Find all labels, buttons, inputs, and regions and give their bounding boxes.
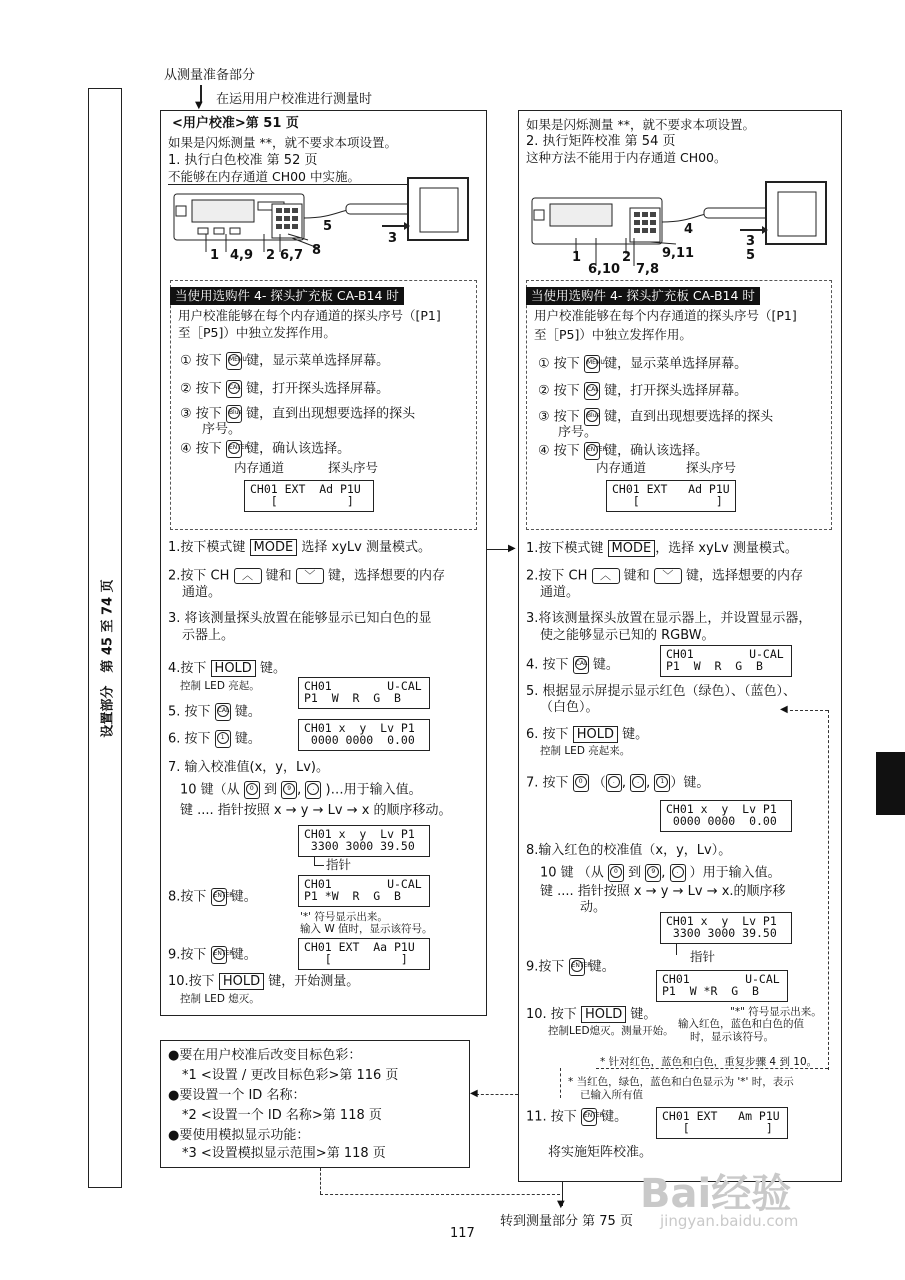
probe-step-3-text: 键，直到出现想要选择的探头 bbox=[246, 406, 416, 422]
mode-key-right[interactable]: MODE bbox=[608, 540, 656, 557]
probe-step-2-text: 键，打开探头选择屏幕。 bbox=[246, 381, 390, 397]
callout-1: 1 bbox=[210, 248, 220, 263]
r-step-4-text: 键。 bbox=[592, 657, 619, 673]
lcd-r-step-7: CH01 x y Lv P1 0000 0000 0.00 bbox=[660, 800, 792, 832]
probe-step-1-right: ① 按下 bbox=[538, 356, 580, 372]
repeat-loop-line bbox=[828, 710, 829, 1070]
side-label: 设置部分 第 45 至 74 页 bbox=[100, 579, 116, 738]
callout-8: 8 bbox=[312, 243, 322, 258]
probe-step-3-right: ③ 按下 bbox=[538, 409, 580, 425]
star-note-2: 输入 W 值时，显示该符号。 bbox=[300, 923, 433, 935]
bottom-dash-left bbox=[320, 1168, 321, 1194]
enter-key-icon[interactable]: ENTER bbox=[569, 958, 585, 976]
side-label-box bbox=[88, 88, 122, 1188]
green-dot-key-icon[interactable]: . bbox=[670, 864, 686, 882]
r-step-11-text: 键。 bbox=[601, 1109, 628, 1125]
r-step-5-cont: （白色）。 bbox=[540, 700, 599, 715]
ch-down-key-icon[interactable]: ﹀ bbox=[296, 568, 324, 584]
cal-key-icon[interactable]: CAL bbox=[584, 382, 600, 400]
memory-channel-label-right: 内存通道 bbox=[596, 460, 647, 475]
note-target-color-ref[interactable]: *1 <设置 / 更改目标色彩>第 116 页 bbox=[182, 1068, 399, 1083]
step-1-text: 选择 xyLv 测量模式。 bbox=[301, 540, 431, 555]
probe-step-2-right: ② 按下 bbox=[538, 383, 580, 399]
step-6-text: 键。 bbox=[234, 731, 261, 747]
callout-7-8-right: 7,8 bbox=[636, 262, 660, 277]
probe-banner: 当使用选购件 4- 探头扩充板 CA-B14 时 bbox=[170, 287, 404, 305]
callout-5-right: 5 bbox=[746, 248, 756, 263]
probe-step-4-right: ④ 按下 bbox=[538, 443, 580, 459]
r-star-explain-1: 输入红色，蓝色和白色的值 bbox=[678, 1018, 804, 1030]
note-analog-display-ref[interactable]: *3 <设置模拟显示范围>第 118 页 bbox=[182, 1146, 386, 1161]
lcd-r-step-4: CH01 U-CAL P1 W R G B bbox=[660, 645, 792, 677]
r-step-8-pointer-cont: 动。 bbox=[580, 900, 607, 915]
ch00-note-right: 这种方法不能用于内存通道 CH00。 bbox=[526, 150, 727, 165]
matrix-done: 将实施矩阵校准。 bbox=[548, 1145, 653, 1160]
step-2: 2.按下 CH bbox=[168, 568, 230, 584]
flicker-note-right: 如果是闪烁测量 **，就不要求本项设置。 bbox=[526, 117, 755, 132]
step-10-text: 键，开始测量。 bbox=[268, 974, 360, 989]
step-4: 4.按下 bbox=[168, 661, 207, 676]
r-step-7: 7. 按下 bbox=[526, 775, 569, 791]
ch-down-key-icon[interactable]: ﹀ bbox=[654, 568, 682, 584]
rrgb-1-key-icon[interactable]: 1 bbox=[654, 774, 670, 792]
flicker-note: 如果是闪烁测量 **，就不要求本项设置。 bbox=[168, 135, 397, 150]
lcd-step-4: CH01 U-CAL P1 W R G B bbox=[298, 677, 430, 709]
white-calibration-heading[interactable]: 1. 执行白色校准 第 52 页 bbox=[168, 153, 318, 168]
hold-key-right[interactable]: HOLD bbox=[581, 1006, 626, 1023]
r-step-2: 2.按下 CH bbox=[526, 568, 588, 584]
lcd-step-6: CH01 x y Lv P1 0000 0000 0.00 bbox=[298, 719, 430, 751]
enter-key-icon[interactable]: ENTER bbox=[226, 440, 242, 458]
callout-2-right: 2 bbox=[622, 250, 632, 265]
from-line: 从测量准备部分 bbox=[164, 68, 256, 83]
ch00-note: 不能够在内存通道 CH00 中实施。 bbox=[168, 169, 360, 184]
lcd-probe: CH01 EXT Ad P1U [ ] bbox=[244, 480, 374, 512]
menu-key-icon[interactable]: MENU bbox=[226, 352, 242, 370]
r-step-10: 10. 按下 bbox=[526, 1007, 577, 1022]
bottom-dash-h bbox=[320, 1194, 560, 1195]
arrow-label: 在运用用户校准进行测量时 bbox=[216, 92, 373, 107]
red-0-key-icon[interactable]: 0 bbox=[244, 781, 260, 799]
r-star-explain-2: 时，显示该符号。 bbox=[690, 1031, 774, 1043]
hold-key[interactable]: HOLD bbox=[219, 973, 264, 990]
red-0-key-icon[interactable]: 0 bbox=[573, 774, 589, 792]
note-id-name: ●要设置一个 ID 名称： bbox=[168, 1088, 306, 1103]
repeat-note: * 针对红色，蓝色和白色，重复步骤 4 到 10。 bbox=[600, 1056, 818, 1068]
step-2-and: 键和 bbox=[265, 568, 292, 584]
callout-3-right: 3 bbox=[746, 234, 756, 249]
probe-step-4: ④ 按下 bbox=[180, 441, 222, 457]
r-step-6: 6. 按下 bbox=[526, 727, 569, 742]
step-7-to: 到 bbox=[263, 782, 277, 798]
lcd-step-9: CH01 EXT Aa P1U [ ] bbox=[298, 938, 430, 970]
step-2-cont: 通道。 bbox=[182, 585, 222, 600]
loop-down-line bbox=[560, 1068, 561, 1098]
callout-4-9: 4,9 bbox=[230, 248, 254, 263]
r-pointer-line bbox=[676, 943, 677, 955]
blue-key-icon[interactable]: Blue bbox=[226, 405, 242, 423]
r-step-10-text: 键。 bbox=[630, 1007, 657, 1022]
callout-6-10-right: 6,10 bbox=[588, 262, 621, 277]
step-4-text: 键。 bbox=[259, 661, 286, 676]
menu-key-icon[interactable]: MENU bbox=[584, 355, 600, 373]
r-step-2-text: 键，选择想要的内存 bbox=[685, 568, 803, 584]
ch-up-key-icon[interactable]: ︿ bbox=[592, 568, 620, 584]
callout-2: 2 bbox=[266, 248, 276, 263]
callout-3: 3 bbox=[388, 231, 398, 246]
r-pointer-label: 指针 bbox=[690, 949, 716, 964]
probe-step-3: ③ 按下 bbox=[180, 406, 222, 422]
left-arrow-icon: ◀ bbox=[470, 1088, 478, 1099]
r-step-9-text: 键。 bbox=[588, 959, 615, 975]
repeat-loop-top bbox=[790, 710, 828, 711]
green-dot-key-icon[interactable]: . bbox=[305, 781, 321, 799]
watermark-url: jingyan.baidu.com bbox=[660, 1212, 799, 1230]
left-title: <用户校准>第 51 页 bbox=[172, 116, 299, 131]
r-step-8: 8.输入红色的校准值（x，y，Lv）。 bbox=[526, 843, 732, 858]
r-step-9: 9.按下 bbox=[526, 959, 565, 975]
notes-connector bbox=[476, 1094, 518, 1095]
down-arrow-icon: ▼ bbox=[195, 100, 203, 111]
mode-key[interactable]: MODE bbox=[250, 539, 298, 556]
r-step-8-to: 到 bbox=[628, 865, 642, 881]
probe-step-1: ① 按下 bbox=[180, 353, 222, 369]
step-1: 1.按下模式键 bbox=[168, 540, 246, 555]
r-step-1-text: ，选择 xyLv 测量模式。 bbox=[655, 541, 798, 556]
step-5-text: 键。 bbox=[234, 704, 261, 720]
probe-number-label: 探头序号 bbox=[328, 460, 379, 475]
watermark-logo: Bai经验 bbox=[640, 1171, 792, 1217]
led-on-note: 控制 LED 亮起。 bbox=[180, 680, 260, 692]
right-arrow-icon: ▶ bbox=[508, 543, 516, 554]
r-step-4: 4. 按下 bbox=[526, 657, 569, 673]
matrix-calibration-heading[interactable]: 2. 执行矩阵校准 第 54 页 bbox=[526, 134, 676, 149]
loop-arrow-icon: ◀ bbox=[780, 704, 788, 715]
r-step-8-pointer: 键 .... 指针按照 x → y → Lv → x.的顺序移 bbox=[540, 884, 786, 899]
blue-dot-key-icon[interactable]: . bbox=[630, 774, 646, 792]
section-tab bbox=[876, 752, 905, 815]
r-step-2-and: 键和 bbox=[623, 568, 650, 584]
lcd-probe-right: CH01 EXT Ad P1U [ ] bbox=[606, 480, 736, 512]
lcd-r-step-11: CH01 EXT Am P1U [ ] bbox=[656, 1107, 788, 1139]
enter-key-icon[interactable]: ENTER bbox=[211, 946, 227, 964]
enter-key-icon[interactable]: ENTER bbox=[581, 1108, 597, 1126]
lcd-r-step-8: CH01 x y Lv P1 3300 3000 39.50 bbox=[660, 912, 792, 944]
goto-measurement[interactable]: 转到测量部分 第 75 页 bbox=[500, 1214, 633, 1229]
callout-5: 5 bbox=[323, 219, 333, 234]
step-9-text: 键。 bbox=[230, 947, 257, 963]
probe-step-1-text-right: 键，显示菜单选择屏幕。 bbox=[604, 356, 748, 372]
probe-step-2-text-right: 键，打开探头选择屏幕。 bbox=[604, 383, 748, 399]
probe-step-2: ② 按下 bbox=[180, 381, 222, 397]
probe-step-3-cont-right: 序号。 bbox=[558, 425, 598, 440]
r-step-11: 11. 按下 bbox=[526, 1109, 577, 1125]
probe-intro-1-right: 用户校准能够在每个内存通道的探头序号（[P1] bbox=[534, 308, 797, 323]
enter-key-icon[interactable]: ENTER bbox=[211, 888, 227, 906]
pointer-line-h bbox=[314, 865, 324, 866]
hold-key-right[interactable]: HOLD bbox=[573, 726, 618, 743]
r-step-3: 3.将该测量探头放置在显示器上，并设置显示器， bbox=[526, 611, 812, 626]
step-8: 8.按下 bbox=[168, 889, 207, 905]
probe-intro-1: 用户校准能够在每个内存通道的探头序号（[P1] bbox=[178, 308, 441, 323]
probe-step-4-text: 键，确认该选择。 bbox=[246, 441, 351, 457]
probe-step-3-cont: 序号。 bbox=[202, 422, 242, 437]
step-3: 3. 将该测量探头放置在能够显示已知白色的显 bbox=[168, 611, 432, 626]
wxyz-9-key-icon[interactable]: 9 bbox=[645, 864, 661, 882]
wxyz-9-key-icon[interactable]: 9 bbox=[281, 781, 297, 799]
r-step-7-text: ）键。 bbox=[670, 775, 710, 791]
r-step-8-input: ）用于输入值。 bbox=[689, 865, 781, 881]
step-2-text: 键，选择想要的内存 bbox=[327, 568, 445, 584]
lcd-step-8: CH01 U-CAL P1 *W R G B bbox=[298, 875, 430, 907]
probe-intro-2: 至［P5]）中独立发挥作用。 bbox=[178, 325, 336, 340]
probe-number-label-right: 探头序号 bbox=[686, 460, 737, 475]
all-entered-note-2: 已输入所有值 bbox=[580, 1089, 643, 1101]
down-arrow-icon: ▼ bbox=[557, 1199, 565, 1210]
lcd-r-step-9: CH01 U-CAL P1 W *R G B bbox=[656, 970, 788, 1002]
enter-key-icon[interactable]: ENTER bbox=[584, 442, 600, 460]
page-number: 117 bbox=[450, 1226, 475, 1241]
callout-6-7: 6,7 bbox=[280, 248, 304, 263]
r-step-2-cont: 通道。 bbox=[540, 585, 580, 600]
memory-channel-label: 内存通道 bbox=[234, 460, 285, 475]
step-3-cont: 示器上。 bbox=[182, 628, 235, 643]
all-entered-note-1: * 当红色，绿色，蓝色和白色显示为 '*' 时，表示 bbox=[568, 1076, 794, 1088]
probe-step-4-text-right: 键，确认该选择。 bbox=[604, 443, 709, 459]
hold-key[interactable]: HOLD bbox=[211, 660, 256, 677]
green-dot-key-icon[interactable]: . bbox=[606, 774, 622, 792]
step-10: 10.按下 bbox=[168, 974, 215, 989]
r-step-3-cont: 使之能够显示已知的 RGBW。 bbox=[540, 628, 715, 643]
lcd-step-7: CH01 x y Lv P1 3300 3000 39.50 bbox=[298, 825, 430, 857]
probe-banner-right: 当使用选购件 4- 探头扩充板 CA-B14 时 bbox=[526, 287, 760, 305]
blue-key-icon[interactable]: Blue bbox=[584, 408, 600, 426]
note-analog-display: ●要使用模拟显示功能： bbox=[168, 1128, 310, 1143]
star-note: '*' 符号显示出来。 bbox=[300, 911, 388, 923]
step-9: 9.按下 bbox=[168, 947, 207, 963]
note-target-color: ●要在用户校准后改变目标色彩： bbox=[168, 1048, 362, 1063]
probe-step-3-text-right: 键，直到出现想要选择的探头 bbox=[604, 409, 774, 425]
cal-key-icon[interactable]: CAL bbox=[226, 380, 242, 398]
r-led-on-note: 控制 LED 亮起来。 bbox=[540, 745, 631, 757]
step-7: 7. 输入校准值(x，y，Lv)。 bbox=[168, 760, 330, 775]
r-step-5: 5. 根据显示屏提示显示红色（绿色）、（蓝色）、 bbox=[526, 684, 797, 699]
r-step-8-keys: 10 键 （从 bbox=[540, 865, 604, 881]
step-7-input: )…用于输入值。 bbox=[325, 782, 422, 798]
probe-step-1-text: 键，显示菜单选择屏幕。 bbox=[246, 353, 390, 369]
r-step-6-text: 键。 bbox=[622, 727, 649, 742]
repeat-loop-bottom bbox=[596, 1068, 828, 1069]
cal-key-icon[interactable]: CAL bbox=[573, 656, 589, 674]
step-7-pointer-order: 键 .... 指针按照 x → y → Lv → x 的顺序移动。 bbox=[180, 803, 452, 818]
step-6: 6. 按下 bbox=[168, 731, 211, 747]
cal-key-icon[interactable]: CAL bbox=[215, 703, 231, 721]
r-step-1: 1.按下模式键 bbox=[526, 541, 604, 556]
led-off-note: 控制 LED 熄灭。 bbox=[180, 993, 260, 1005]
callout-1-right: 1 bbox=[572, 250, 582, 265]
r-star-note: "*" 符号显示出来。 bbox=[730, 1006, 822, 1018]
callout-4-right: 4 bbox=[684, 222, 694, 237]
step-7-keys: 10 键（从 bbox=[180, 782, 240, 798]
step-5: 5. 按下 bbox=[168, 704, 211, 720]
r-step-7-paren: （ bbox=[592, 775, 606, 791]
ch-up-key-icon[interactable]: ︿ bbox=[234, 568, 262, 584]
pointer-label: 指针 bbox=[326, 857, 352, 872]
step-8-text: 键。 bbox=[230, 889, 257, 905]
white-1-key-icon[interactable]: 1 bbox=[215, 730, 231, 748]
probe-intro-2-right: 至［P5]）中独立发挥作用。 bbox=[534, 327, 692, 342]
r-led-off-note: 控制LED熄灭。测量开始。 bbox=[548, 1025, 674, 1037]
red-0-key-icon[interactable]: 0 bbox=[608, 864, 624, 882]
callout-9-11-right: 9,11 bbox=[662, 246, 695, 261]
note-id-name-ref[interactable]: *2 <设置一个 ID 名称>第 118 页 bbox=[182, 1108, 382, 1123]
